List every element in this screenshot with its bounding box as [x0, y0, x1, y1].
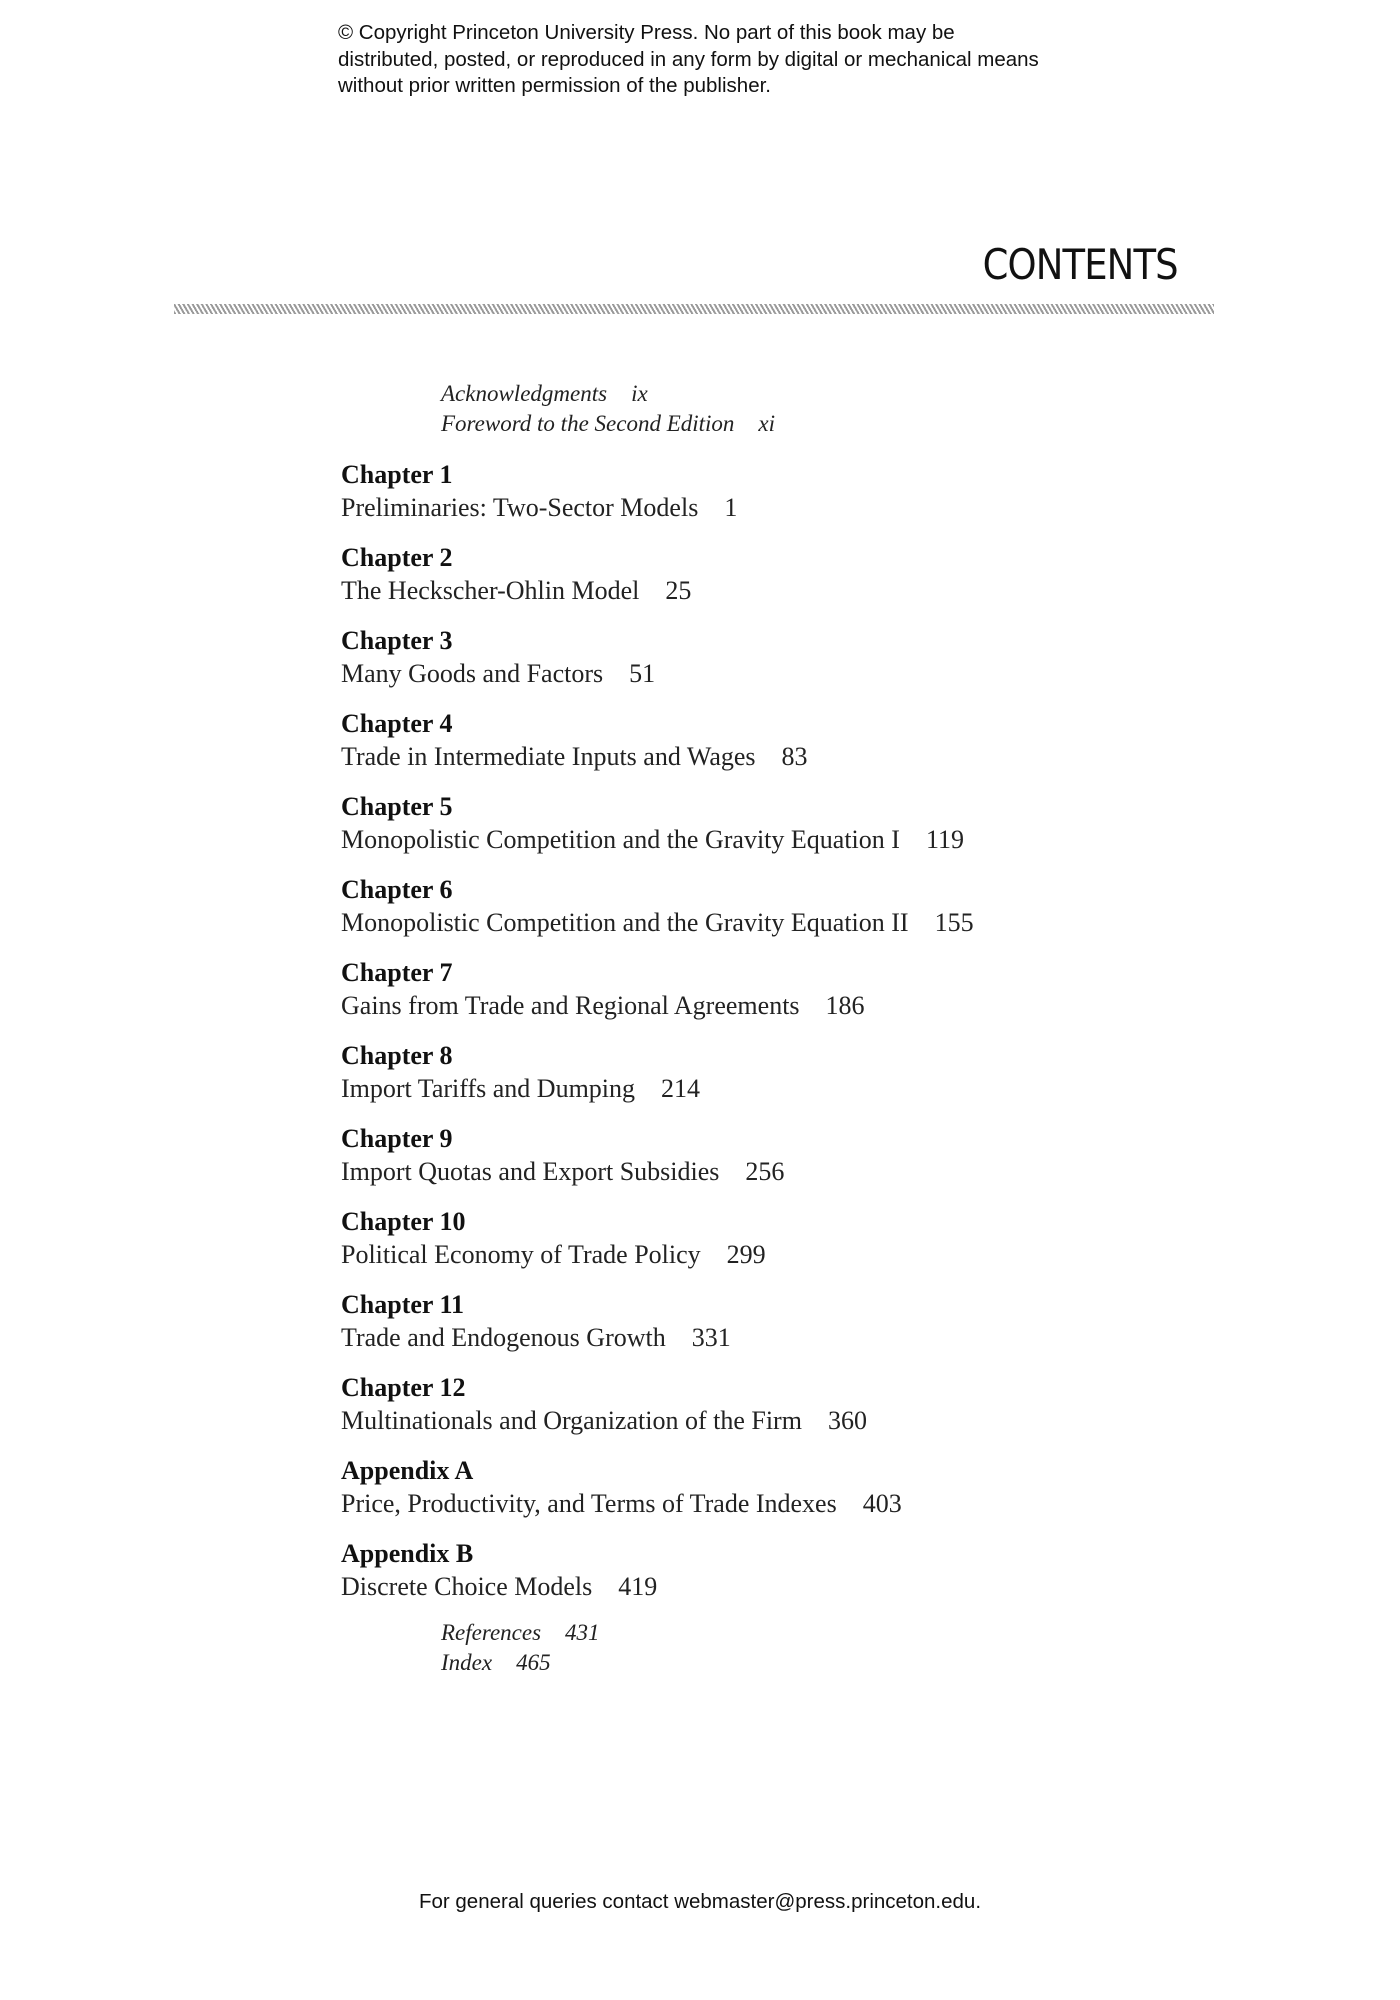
toc-entry-page: 1 — [724, 493, 738, 522]
toc-entry-label: Chapter 8 — [341, 1041, 453, 1070]
toc-entry[interactable] — [341, 1538, 974, 1621]
toc-item-title: Index — [441, 1650, 493, 1675]
toc-entry-page: 403 — [862, 1489, 902, 1518]
toc-entry-page: 155 — [934, 908, 974, 937]
footer-contact: For general queries contact webmaster@press.princeton.edu. — [418, 1890, 982, 1913]
toc-entry[interactable] — [341, 708, 974, 791]
toc-entry-title: Monopolistic Competition and the Gravity Equation II — [341, 908, 909, 937]
toc-entry-title: Monopolistic Competition and the Gravity Equation I — [341, 825, 900, 854]
toc-entry-page: 331 — [691, 1323, 731, 1352]
toc-entry-page: 214 — [661, 1074, 701, 1103]
toc-front-item[interactable] — [441, 381, 648, 407]
toc-entry[interactable] — [341, 1206, 974, 1289]
toc-entry-page: 186 — [825, 991, 865, 1020]
toc-entry-page: 419 — [618, 1572, 658, 1601]
toc-entry-page: 299 — [726, 1240, 766, 1269]
toc-entry-title: Import Quotas and Export Subsidies — [341, 1157, 720, 1186]
toc-entry[interactable] — [341, 1123, 974, 1206]
toc-entry-title: The Heckscher-Ohlin Model — [341, 576, 640, 605]
toc-entry-label: Chapter 9 — [341, 1124, 453, 1153]
toc-entry-title: Gains from Trade and Regional Agreements — [341, 991, 800, 1020]
toc-entry-label: Chapter 7 — [341, 958, 453, 987]
toc-item-page: xi — [758, 411, 776, 436]
toc-entry-title: Multinationals and Organization of the Firm — [341, 1406, 802, 1435]
toc-entry-title: Many Goods and Factors — [341, 659, 604, 688]
toc-entry-title: Preliminaries: Two-Sector Models — [341, 493, 699, 522]
toc-item-page: 431 — [565, 1620, 600, 1645]
toc-entry-label: Chapter 12 — [341, 1373, 466, 1402]
toc-item-page: ix — [631, 381, 648, 406]
toc-entry-page: 51 — [629, 659, 656, 688]
toc-item-page: 465 — [516, 1650, 551, 1675]
toc-entry-label: Chapter 3 — [341, 626, 453, 655]
toc-entry[interactable] — [341, 791, 974, 874]
toc-entry-title: Political Economy of Trade Policy — [341, 1240, 701, 1269]
toc-entry[interactable] — [341, 459, 974, 542]
toc-entry[interactable] — [341, 874, 974, 957]
toc-entry-title: Import Tariffs and Dumping — [341, 1074, 636, 1103]
toc-entry-title: Discrete Choice Models — [341, 1572, 593, 1601]
toc-entry-label: Chapter 6 — [341, 875, 453, 904]
toc-entry-label: Chapter 2 — [341, 543, 453, 572]
toc-entry[interactable] — [341, 542, 974, 625]
toc-entry[interactable] — [341, 1372, 974, 1455]
toc-entry[interactable] — [341, 957, 974, 1040]
hatched-divider — [174, 304, 1214, 314]
toc-entry-page: 119 — [925, 825, 964, 854]
toc-entry-label: Appendix B — [341, 1539, 474, 1568]
toc-entry[interactable] — [341, 1455, 974, 1538]
toc-back-item[interactable] — [441, 1650, 551, 1676]
toc-front-item[interactable] — [441, 411, 775, 437]
toc-entry[interactable] — [341, 1040, 974, 1123]
page-title: CONTENTS — [982, 240, 1178, 289]
table-of-contents — [341, 459, 974, 1621]
toc-entry-page: 83 — [781, 742, 808, 771]
toc-entry[interactable] — [341, 1289, 974, 1372]
toc-entry-page: 360 — [827, 1406, 867, 1435]
copyright-notice: © Copyright Princeton University Press. No part of this book may be distributed, posted, or reproduced in any form by digital or mechanical means without prior written permission of the publisher. — [338, 21, 1039, 97]
toc-entry-title: Price, Productivity, and Terms of Trade Indexes — [341, 1489, 837, 1518]
toc-entry[interactable] — [341, 625, 974, 708]
toc-item-title: Acknowledgments — [441, 381, 608, 406]
toc-entry-label: Chapter 5 — [341, 792, 453, 821]
toc-item-title: References — [441, 1620, 542, 1645]
toc-entry-page: 25 — [665, 576, 692, 605]
toc-entry-label: Chapter 11 — [341, 1290, 465, 1319]
toc-item-title: Foreword to the Second Edition — [441, 411, 735, 436]
toc-back-item[interactable] — [441, 1620, 600, 1646]
toc-entry-label: Chapter 4 — [341, 709, 453, 738]
toc-entry-title: Trade in Intermediate Inputs and Wages — [341, 742, 756, 771]
toc-entry-page: 256 — [745, 1157, 785, 1186]
toc-entry-label: Chapter 10 — [341, 1207, 466, 1236]
toc-entry-label: Chapter 1 — [341, 460, 453, 489]
toc-entry-title: Trade and Endogenous Growth — [341, 1323, 666, 1352]
toc-entry-label: Appendix A — [341, 1456, 474, 1485]
